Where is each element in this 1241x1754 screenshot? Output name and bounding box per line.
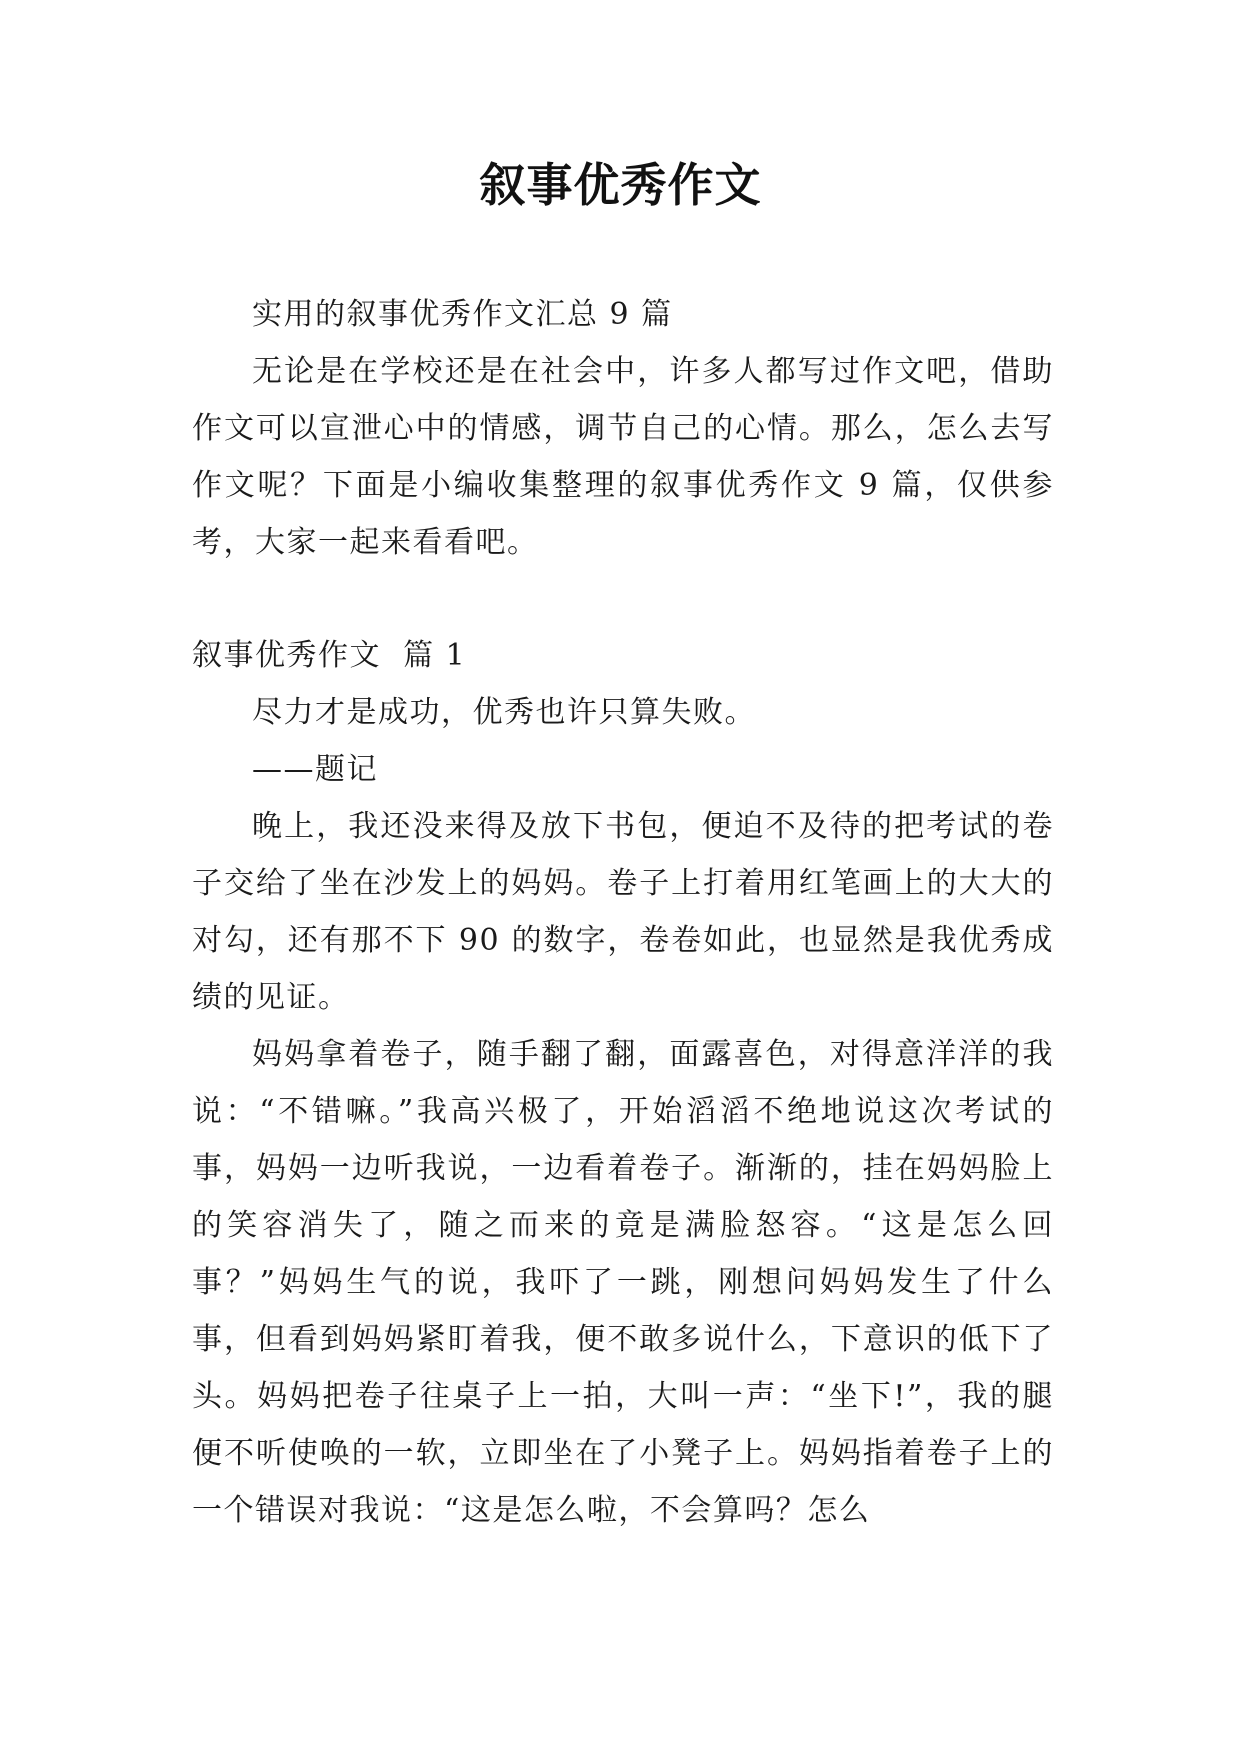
document-title: 叙事优秀作文 (479, 158, 762, 212)
epigraph: 尽力才是成功，优秀也许只算失败。 (252, 695, 756, 730)
section-heading: 叙事优秀作文 篇 1 (192, 638, 467, 673)
epigraph-attribution: ——题记 (252, 752, 378, 787)
body-paragraph: 晚上，我还没来得及放下书包，便迫不及待的把考试的卷子交给了坐在沙发上的妈妈。卷子上打着用红笔画上的大大的对勾，还有那不下 90 的数字，卷卷如此，也显然是我优秀成绩的见证。 (192, 809, 1054, 1015)
intro-paragraph: 无论是在学校还是在社会中，许多人都写过作文吧，借助作文可以宣泄心中的情感，调节自己的心情。那么，怎么去写作文呢？下面是小编收集整理的叙事优秀作文 9 篇，仅供参考，大家一起来看看吧。 (192, 354, 1054, 560)
section-spacer (192, 571, 1054, 627)
document-subtitle: 实用的叙事优秀作文汇总 9 篇 (252, 297, 673, 332)
document-body (192, 286, 1054, 1539)
body-paragraph: 妈妈拿着卷子，随手翻了翻，面露喜色，对得意洋洋的我说：“不错嘛。”我高兴极了，开始滔滔不绝地说这次考试的事，妈妈一边听我说，一边看着卷子。渐渐的，挂在妈妈脸上的笑容消失了，随之而来的竟是满脸怒容。“这是怎么回事？”妈妈生气的说，我吓了一跳，刚想问妈妈发生了什么事，但看到妈妈紧盯着我，便不敢多说什么，下意识的低下了头。妈妈把卷子往桌子上一拍，大叫一声：“坐下!”，我的腿便不听使唤的一软，立即坐在了小凳子上。妈妈指着卷子上的一个错误对我说：“这是怎么啦，不会算吗？怎么 (192, 1037, 1054, 1528)
